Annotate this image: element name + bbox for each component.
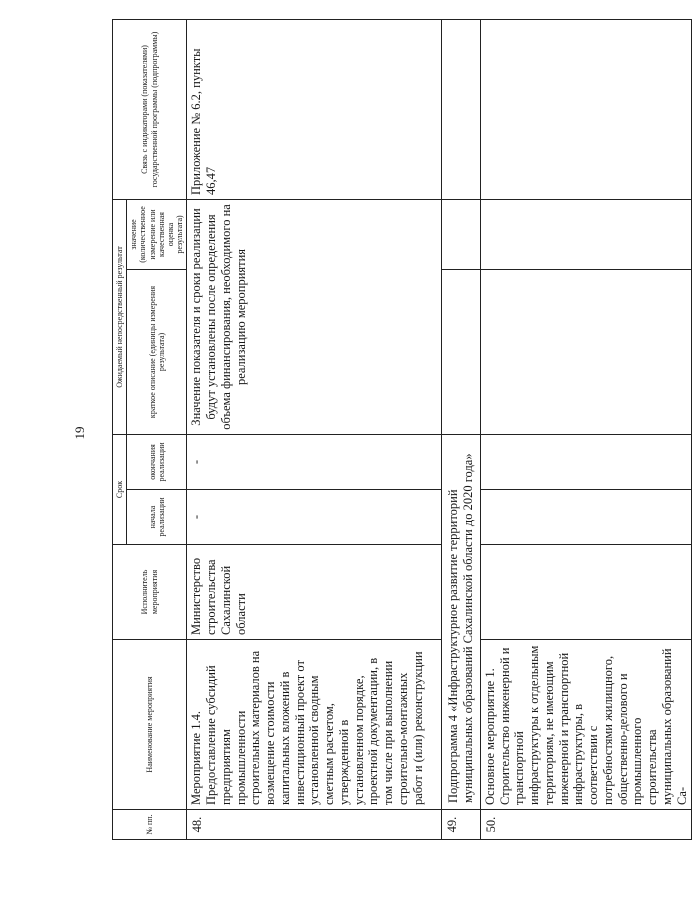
expected-result: Значение показателя и сроки реализации будут установлены после определения объема финансирования, необходимого на реализацию мероприятия xyxy=(187,199,442,434)
header-term: Срок xyxy=(113,434,127,544)
header-expected-desc: краткое описание (единицы измерения результата) xyxy=(127,269,187,434)
table-row xyxy=(187,19,442,839)
row-number: 50. xyxy=(480,810,692,840)
empty-cell xyxy=(442,19,481,199)
header-term-start: начала реализации xyxy=(127,490,187,545)
header-executor: Исполнитель мероприятия xyxy=(113,545,187,640)
term-end: - xyxy=(187,434,442,489)
table-row xyxy=(480,19,692,839)
activity-executor: Министерство строительства Сахалинской области xyxy=(187,545,442,640)
header-name: Наименование мероприятия xyxy=(113,640,187,810)
row-number: 49. xyxy=(442,810,481,840)
activity-name: Мероприятие 1.4. Предоставление субсидий предприятиям промышленности строительных материалов на возмещение стоимости капитальных вложений в инвестиционный проект от установленной сводным сметным расчетом, утвержденной в установленном порядке, проектной документации, в том числе при выполнении строительно-монтажных работ и (или) реконструкции xyxy=(187,640,442,810)
header-expected-value: значение (количественное измерение или качественная оценка результата) xyxy=(127,199,187,269)
header-row-1 xyxy=(113,19,127,839)
activities-table xyxy=(112,19,692,840)
header-term-end: окончания реализации xyxy=(127,434,187,489)
page-number: 19 xyxy=(72,426,87,440)
row-number: 48. xyxy=(187,810,442,840)
activity-name: Основное мероприятие 1. Строительство инженерной и транспортной инфраструктуры к отдельным территориям, не имеющим инженерной и транспортной инфраструктуры, в соответствии с потребностями жилищного, общественно-делового и промышленного строительства муниципальных образований Са- xyxy=(480,640,692,810)
term-start: - xyxy=(187,490,442,545)
empty-cell xyxy=(480,434,692,489)
empty-cell xyxy=(480,269,692,434)
empty-cell xyxy=(442,199,481,269)
subprogram-title: Подпрограмма 4 «Инфраструктурное развитие территорий муниципальных образований Сахалинской области до 2020 года» xyxy=(442,434,481,809)
empty-cell xyxy=(480,199,692,269)
indicator-link: Приложение № 6.2, пункты 46,47 xyxy=(187,19,442,199)
rotated-table-area xyxy=(112,20,689,840)
header-expected: Ожидаемый непосредственный результат xyxy=(113,199,127,434)
header-link: Связь с индикаторами (показателями) государственной программы (подпрограммы) xyxy=(113,19,187,199)
table-row xyxy=(442,19,481,839)
empty-cell xyxy=(480,19,692,199)
empty-cell xyxy=(480,545,692,640)
header-num: № пп. xyxy=(113,810,187,840)
empty-cell xyxy=(480,490,692,545)
empty-cell xyxy=(442,269,481,434)
